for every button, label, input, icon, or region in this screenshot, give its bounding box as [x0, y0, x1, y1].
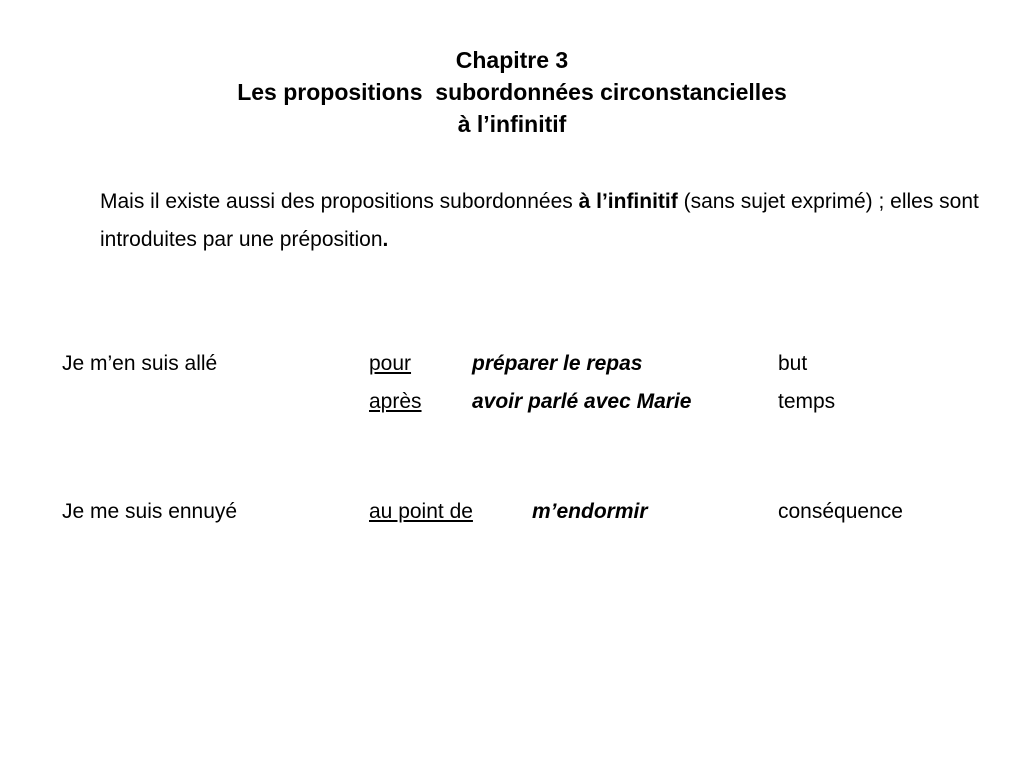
title-subtopic: à l’infinitif [457, 111, 567, 137]
example-infinitive: m’endormir [532, 500, 648, 523]
slide-title [0, 44, 1024, 140]
example-sentence: Je m’en suis allé [62, 352, 218, 375]
example-type: temps [778, 390, 836, 413]
example-preposition: pour [369, 352, 412, 375]
title-topic: Les propositions subordonnées circonstancielles [237, 79, 787, 105]
intro-period: . [382, 228, 389, 251]
example-preposition: après [369, 390, 422, 413]
intro-text-1: Mais il existe aussi des propositions subordonnées [100, 190, 579, 213]
intro-text-2: (sans sujet exprimé) ; elles sont introduites par une préposition [100, 190, 979, 251]
example-sentence: Je me suis ennuyé [62, 500, 238, 523]
example-infinitive: avoir parlé avec Marie [472, 390, 692, 413]
example-type: conséquence [778, 500, 903, 523]
example-preposition: au point de [369, 500, 473, 523]
example-infinitive: préparer le repas [472, 352, 643, 375]
example-type: but [778, 352, 808, 375]
intro-emphasis: à l’infinitif [578, 190, 678, 213]
title-chapter: Chapitre 3 [455, 47, 569, 73]
intro-paragraph [100, 183, 980, 259]
